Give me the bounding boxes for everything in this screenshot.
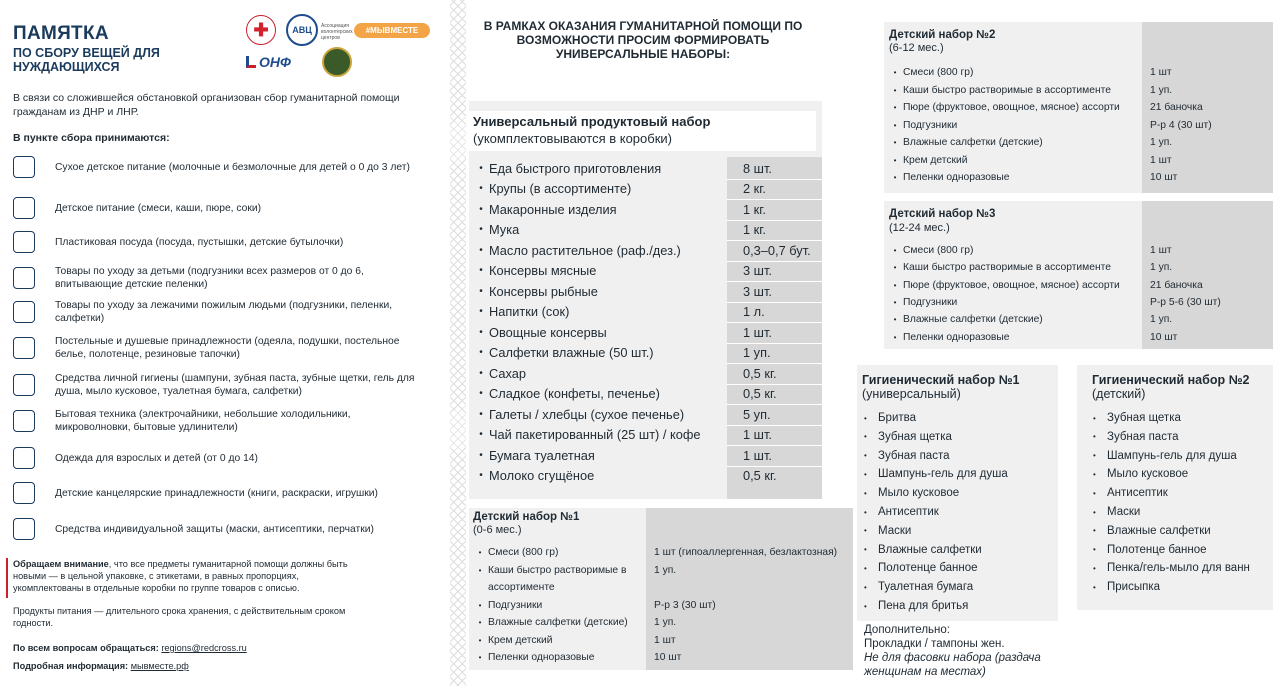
extra-label: Дополнительно: — [864, 624, 950, 636]
intro-text: В связи со сложившейся обстановкой организован сбор гуманитарной помощи гражданам из ДНР и ЛНР. — [13, 92, 400, 118]
info-line: Подробная информация: мывместе.рф — [13, 661, 189, 671]
kit3-item-qty: 21 баночка — [1150, 279, 1203, 291]
category-text: Одежда для взрослых и детей (от 0 до 14) — [55, 452, 258, 464]
food-item-name: Мука — [489, 222, 520, 237]
kit1-panel — [469, 508, 853, 670]
category-item — [13, 372, 433, 398]
kit1-item-name: Подгузники — [488, 599, 543, 611]
page-title: ПАМЯТКА — [13, 23, 109, 44]
hyg1-item-text: Мыло кусковое — [878, 487, 960, 500]
food-item-name: Сахар — [489, 365, 526, 381]
bullet-icon: • — [1093, 469, 1096, 479]
kit2-item-name: Влажные салфетки (детские) — [903, 137, 1043, 148]
food-item-qty: 0,5 кг. — [743, 386, 777, 401]
logos — [244, 14, 434, 78]
bullet-icon: • — [864, 507, 867, 517]
kit3-item — [884, 311, 1273, 328]
baby-jar-icon — [13, 197, 35, 219]
bullet-icon: • — [864, 413, 867, 423]
kit2-item — [884, 169, 1273, 187]
row-divider — [727, 220, 822, 221]
food-item — [469, 240, 822, 260]
category-text: Детские канцелярские принадлежности (книги, раскраски, игрушки) — [55, 487, 378, 499]
food-set-subtitle: (укомплектовываются в коробки) — [473, 131, 672, 146]
food-item-qty: 1 кг. — [743, 222, 766, 237]
kit3-item-name: Влажные салфетки (детские) — [903, 314, 1043, 326]
sets-heading: В РАМКАХ ОКАЗАНИЯ ГУМАНИТАРНОЙ ПОМОЩИ ПО ВОЗМОЖНОСТИ ПРОСИМ ФОРМИРОВАТЬ УНИВЕРСАЛЬНЫЕ НАБОРЫ: — [483, 19, 803, 61]
food-item-name: Макаронные изделия — [489, 201, 617, 217]
kit3-item-qty: 10 шт — [1150, 331, 1178, 343]
row-divider — [727, 384, 822, 385]
bullet-icon: • — [479, 326, 483, 338]
bullet-icon: • — [864, 432, 867, 442]
food-item — [469, 466, 822, 486]
food-item — [469, 158, 822, 178]
note-accent-bar — [6, 558, 8, 598]
food-item-name: Сладкое (конфеты, печенье) — [489, 386, 660, 401]
avc-logo: АВЦ — [286, 14, 318, 46]
food-item-qty: 1 кг. — [743, 201, 766, 217]
hyg1-item-text: Зубная щетка — [878, 430, 952, 443]
category-item — [13, 518, 433, 540]
bullet-icon: • — [479, 306, 483, 317]
kit1-item — [469, 632, 853, 650]
hyg2-item-text: Зубная паста — [1107, 430, 1179, 443]
row-divider — [727, 404, 822, 405]
hyg2-item — [1093, 468, 1188, 480]
kit1-item-name: Крем детский — [488, 634, 553, 646]
hyg1-item — [864, 562, 978, 574]
category-text: Товары по уходу за лежачими пожилым людьми (подгузники, пеленки, салфетки) — [55, 300, 393, 324]
accept-title: В пункте сбора принимаются: — [13, 132, 170, 144]
kit3-item-qty: Р-р 5-6 (30 шт) — [1150, 296, 1221, 308]
bullet-icon: • — [479, 367, 483, 379]
bullet-icon: • — [479, 388, 483, 399]
food-item — [469, 425, 822, 445]
food-item-qty: 1 шт. — [743, 427, 772, 442]
row-divider — [727, 322, 822, 323]
bullet-icon: • — [478, 565, 482, 575]
bedding-icon — [13, 337, 35, 359]
kit1-item-name: Влажные салфетки (детские) — [488, 617, 628, 628]
kit2-item-qty: 1 уп. — [1150, 137, 1173, 148]
food-item-qty: 2 кг. — [743, 181, 766, 196]
kit3-item — [884, 242, 1273, 259]
kit1-item-name: Смеси (800 гр) — [488, 547, 559, 558]
hyg1-item-text: Полотенце банное — [878, 562, 978, 575]
kit3-item — [884, 294, 1273, 311]
hyg2-item — [1093, 431, 1179, 443]
bullet-icon: • — [893, 297, 897, 307]
kit1-item — [469, 597, 853, 615]
kit1-item-qty: 1 шт (гипоаллергенная, безлактозная) — [654, 547, 838, 558]
hyg1-item-text: Антисептик — [878, 506, 939, 518]
row-divider — [727, 281, 822, 282]
kit2-item-name: Смеси (800 гр) — [903, 67, 974, 78]
category-text: Пластиковая посуда (посуда, пустышки, детские бутылочки) — [55, 236, 344, 248]
kit2-item-qty: 21 баночка — [1150, 102, 1203, 113]
hyg1-item-text: Пена для бритья — [878, 600, 969, 612]
hyg2-item-text: Пенка/гель-мыло для ванн — [1107, 562, 1250, 575]
bullet-icon: • — [478, 600, 482, 610]
hyg2-item-text: Полотенце банное — [1107, 543, 1207, 556]
bullet-icon: • — [478, 635, 482, 645]
food-item-name: Консервы мясные — [489, 263, 597, 278]
kit2-item-name: Крем детский — [903, 154, 968, 166]
bullet-icon: • — [893, 315, 897, 325]
bullet-icon: • — [479, 203, 483, 215]
kit1-item-name: Пеленки одноразовые — [488, 652, 595, 663]
category-item — [13, 335, 433, 361]
kit3-item-qty: 1 уп. — [1150, 314, 1173, 326]
kit2-item-qty: 10 шт — [1150, 172, 1178, 183]
food-set-panel — [469, 101, 822, 499]
stationery-icon — [13, 482, 35, 504]
kit1-subtitle: (0-6 мес.) — [473, 524, 522, 536]
hyg2-item — [1093, 544, 1207, 556]
row-divider — [727, 343, 822, 344]
food-item — [469, 281, 822, 301]
food-set-title: Универсальный продуктовый набор — [473, 114, 711, 129]
kit1-item — [469, 649, 853, 667]
category-item — [13, 299, 433, 325]
food-item — [469, 220, 822, 240]
food-item-qty: 0,3–0,7 бут. — [743, 242, 811, 258]
hyg2-item-text: Шампунь-гель для душа — [1107, 449, 1237, 462]
page-subtitle: ПО СБОРУ ВЕЩЕЙ ДЛЯ НУЖДАЮЩИХСЯ — [13, 46, 160, 74]
hygiene1-panel — [857, 365, 1058, 621]
bullet-icon: • — [893, 263, 897, 273]
kit2-item — [884, 117, 1273, 135]
bullet-icon: • — [479, 265, 483, 276]
kit3-item — [884, 329, 1273, 346]
contact-line: По всем вопросам обращаться: regions@redcross.ru — [13, 643, 247, 653]
red-cross-logo-icon: ✚ — [246, 15, 276, 45]
food-item-qty: 1 л. — [743, 304, 765, 319]
kit2-item-name: Каши быстро растворимые в ассортименте — [903, 84, 1112, 96]
kit2-panel — [884, 22, 1273, 193]
hyg2-item-text: Антисептик — [1107, 487, 1168, 500]
bullet-icon: • — [478, 618, 482, 627]
bullet-icon: • — [1093, 545, 1096, 555]
note-shelf-life: Продукты питания — длительного срока хранения, с действительным сроком годности. — [13, 606, 346, 628]
protection-icon — [13, 518, 35, 540]
bullet-icon: • — [864, 488, 867, 498]
bullet-icon: • — [479, 449, 483, 461]
bullet-icon: • — [893, 280, 897, 290]
food-item-qty: 3 шт. — [743, 283, 772, 299]
kit1-item-qty: 1 уп. — [654, 564, 677, 576]
hyg1-item — [864, 581, 973, 593]
hygiene1-title: Гигиенический набор №1 — [862, 373, 1020, 387]
kit3-title: Детский набор №3 — [889, 208, 996, 220]
bullet-icon: • — [1093, 507, 1096, 517]
bullet-icon: • — [893, 332, 897, 342]
kit2-item — [884, 64, 1273, 82]
contact-email-link[interactable]: regions@redcross.ru — [161, 643, 247, 653]
food-item — [469, 302, 822, 322]
food-item-name: Масло растительное (раф./дез.) — [489, 242, 681, 258]
kit3-item — [884, 259, 1273, 276]
bullet-icon: • — [893, 103, 897, 112]
bullet-icon: • — [479, 470, 483, 481]
food-item-name: Еда быстрого приготовления — [489, 160, 662, 176]
category-item — [13, 447, 433, 469]
category-item — [13, 482, 433, 504]
hyg2-item — [1093, 506, 1140, 518]
kit1-item-qty: Р-р 3 (30 шт) — [654, 599, 716, 611]
hygiene2-panel — [1077, 365, 1273, 610]
bullet-icon: • — [864, 563, 867, 573]
kit3-item-name: Подгузники — [903, 296, 958, 308]
bullet-icon: • — [893, 68, 897, 77]
bullet-icon: • — [479, 224, 483, 235]
hyg1-item — [864, 525, 911, 537]
kit2-item-qty: 1 шт — [1150, 67, 1172, 78]
hyg2-item — [1093, 525, 1211, 537]
kit2-item-name: Пюре (фруктовое, овощное, мясное) ассорти — [903, 102, 1120, 113]
hyg1-item-text: Влажные салфетки — [878, 543, 982, 556]
kit3-item-name: Смеси (800 гр) — [903, 245, 974, 256]
food-item-name: Галеты / хлебцы (сухое печенье) — [489, 406, 685, 422]
bullet-icon: • — [893, 85, 897, 95]
food-item-name: Овощные консервы — [489, 324, 607, 340]
food-item-name: Чай пакетированный (25 шт) / кофе — [489, 427, 701, 442]
kit3-item-qty: 1 уп. — [1150, 262, 1173, 274]
bullet-icon: • — [864, 601, 867, 611]
diaper-icon — [13, 267, 35, 289]
baby-food-icon — [13, 156, 35, 178]
bullet-icon: • — [893, 246, 897, 255]
myvmeste-logo: #МЫВМЕСТЕ — [354, 23, 430, 38]
kit1-item-qty: 10 шт — [654, 652, 682, 663]
bullet-icon: • — [479, 162, 483, 174]
food-item-qty: 1 шт. — [743, 324, 772, 340]
bullet-icon: • — [1093, 488, 1096, 498]
bullet-icon: • — [479, 429, 483, 440]
kit1-item-qty: 1 шт — [654, 634, 676, 646]
row-divider — [727, 466, 822, 467]
food-item — [469, 363, 822, 383]
kit2-item — [884, 152, 1273, 170]
row-divider — [727, 302, 822, 303]
bullet-icon: • — [893, 173, 897, 182]
bullet-icon: • — [864, 451, 867, 461]
extra-item: Прокладки / тампоны жен. — [864, 638, 1005, 650]
kit3-subtitle: (12-24 мес.) — [889, 222, 950, 234]
bullet-icon: • — [479, 244, 483, 256]
row-divider — [727, 445, 822, 446]
hyg2-item — [1093, 450, 1237, 462]
kit1-item-qty: 1 уп. — [654, 617, 677, 628]
hyg1-item-text: Туалетная бумага — [878, 581, 974, 594]
bullet-icon: • — [478, 653, 482, 662]
kit2-item — [884, 99, 1273, 117]
food-item — [469, 445, 822, 465]
kit2-item-name: Подгузники — [903, 119, 958, 131]
food-item-qty: 0,5 кг. — [743, 365, 777, 381]
clothes-icon — [13, 447, 35, 469]
kit3-item-qty: 1 шт — [1150, 245, 1172, 256]
dishes-icon — [13, 231, 35, 253]
category-text: Средства личной гигиены (шампуни, зубная паста, зубные щетки, гель для душа, мыло кусковое, туалетная бумага, салфетки) — [55, 373, 415, 397]
hyg1-item-text: Бритва — [878, 412, 917, 424]
food-item — [469, 384, 822, 404]
kit1-item-name: Каши быстро растворимые в ассортименте — [488, 564, 627, 593]
kit3-item-name: Пюре (фруктовое, овощное, мясное) ассорти — [903, 279, 1120, 291]
kit1-item — [469, 614, 853, 632]
bullet-icon: • — [1093, 526, 1096, 536]
bullet-icon: • — [1093, 563, 1096, 573]
category-text: Бытовая техника (электрочайники, небольшие холодильники, микроволновки, бытовые удлинители) — [55, 409, 351, 433]
category-text: Средства индивидуальной защиты (маски, антисептики, перчатки) — [55, 523, 374, 535]
bullet-icon: • — [864, 582, 867, 592]
bullet-icon: • — [893, 138, 897, 147]
row-divider — [727, 261, 822, 262]
row-divider — [727, 363, 822, 364]
food-item-name: Бумага туалетная — [489, 447, 595, 463]
food-item — [469, 404, 822, 424]
hygiene-icon — [13, 374, 35, 396]
bullet-icon: • — [479, 408, 483, 420]
kit2-item-qty: Р-р 4 (30 шт) — [1150, 119, 1212, 131]
category-text: Постельные и душевые принадлежности (одеяла, подушки, постельное белье, полотенце, резиновые тапочки) — [55, 336, 400, 360]
hyg1-item-text: Шампунь-гель для душа — [878, 468, 1008, 481]
kit2-item-name: Пеленки одноразовые — [903, 172, 1010, 183]
category-item — [13, 156, 433, 178]
category-text: Товары по уходу за детьми (подгузники всех размеров от 0 до 6, впитывающие детские пеленки) — [55, 266, 364, 290]
food-set-header — [469, 111, 816, 151]
bullet-icon: • — [479, 285, 483, 297]
kit2-item — [884, 82, 1273, 100]
food-item — [469, 343, 822, 363]
bullet-icon: • — [893, 120, 897, 130]
hygiene2-subtitle: (детский) — [1092, 387, 1146, 401]
hyg1-item — [864, 600, 968, 612]
hyg2-item — [1093, 487, 1168, 499]
bullet-icon: • — [893, 155, 897, 165]
food-item-qty: 0,5 кг. — [743, 468, 777, 483]
category-item — [13, 408, 433, 434]
category-item — [13, 197, 433, 219]
kit3-item — [884, 277, 1273, 294]
hyg2-item-text: Присыпка — [1107, 581, 1161, 594]
food-item-name: Крупы (в ассортименте) — [489, 181, 632, 196]
kit2-item-qty: 1 шт — [1150, 154, 1172, 166]
kit2-title: Детский набор №2 — [889, 29, 996, 41]
hyg2-item-text: Мыло кусковое — [1107, 468, 1189, 481]
row-divider — [727, 425, 822, 426]
row-divider — [727, 240, 822, 241]
hygiene1-subtitle: (универсальный) — [862, 387, 961, 401]
food-item-name: Молоко сгущёное — [489, 468, 595, 483]
hyg2-item — [1093, 562, 1250, 574]
row-divider — [727, 199, 822, 200]
bullet-icon: • — [864, 545, 867, 555]
kit1-item — [469, 544, 853, 562]
food-item-qty: 1 уп. — [743, 345, 771, 360]
category-item — [13, 265, 433, 291]
hyg2-item — [1093, 412, 1181, 424]
food-item — [469, 199, 822, 219]
emblem-logo-icon — [322, 47, 352, 77]
kit1-title: Детский набор №1 — [473, 511, 580, 523]
bullet-icon: • — [1093, 582, 1096, 592]
food-item-qty: 3 шт. — [743, 263, 772, 278]
hyg1-item — [864, 450, 950, 462]
hygiene2-title: Гигиенический набор №2 — [1092, 373, 1250, 387]
fold-divider — [450, 0, 466, 686]
kit3-item-name: Каши быстро растворимые в ассортименте — [903, 262, 1112, 274]
kit2-subtitle: (6-12 мес.) — [889, 42, 944, 54]
hyg1-item — [864, 506, 939, 518]
food-item-qty: 1 шт. — [743, 447, 772, 463]
kit3-item-name: Пеленки одноразовые — [903, 331, 1010, 343]
note-text: Обращаем внимание, что все предметы гуманитарной помощи должны быть новыми — в цельной упаковке, с этикетами, в равных пропорциях, укомплектованы в отдельные коробки по группе товаров с описью. — [13, 559, 348, 593]
hyg2-item-text: Влажные салфетки — [1107, 524, 1211, 537]
hyg1-item — [864, 487, 959, 499]
food-item-qty: 8 шт. — [743, 160, 772, 176]
hyg1-item-text: Зубная паста — [878, 449, 950, 462]
hyg1-item — [864, 544, 982, 556]
hyg1-item — [864, 431, 952, 443]
kit2-item — [884, 134, 1273, 152]
hyg2-item-text: Маски — [1107, 506, 1141, 518]
food-item — [469, 322, 822, 342]
kit2-item-qty: 1 уп. — [1150, 84, 1173, 96]
bullet-icon: • — [1093, 451, 1096, 461]
bullet-icon: • — [1093, 413, 1096, 423]
bullet-icon: • — [479, 183, 483, 194]
onf-logo: ОНФ — [246, 54, 291, 70]
hyg1-item — [864, 412, 916, 424]
row-divider — [727, 179, 822, 180]
food-item-name: Салфетки влажные (50 шт.) — [489, 345, 654, 360]
info-site-link[interactable]: мывместе.рф — [130, 661, 189, 671]
category-text: Сухое детское питание (молочные и безмолочные для детей о 0 до 3 лет) — [55, 161, 410, 173]
category-text: Детское питание (смеси, каши, пюре, соки) — [55, 202, 262, 214]
hyg1-item-text: Маски — [878, 524, 912, 537]
bullet-icon: • — [864, 469, 867, 479]
category-item — [13, 231, 433, 253]
bullet-icon: • — [864, 526, 867, 536]
food-item — [469, 261, 822, 281]
hyg2-item-text: Зубная щетка — [1107, 412, 1181, 424]
bullet-icon: • — [479, 347, 483, 358]
kit1-item — [469, 562, 853, 597]
food-item-qty: 5 уп. — [743, 406, 771, 422]
food-item-name: Напитки (сок) — [489, 304, 570, 319]
hygiene1-extra — [864, 623, 1064, 679]
hyg1-item — [864, 468, 1008, 480]
appliance-icon — [13, 410, 35, 432]
food-item-name: Консервы рыбные — [489, 283, 598, 299]
bullet-icon: • — [1093, 432, 1096, 442]
elderly-care-icon — [13, 301, 35, 323]
extra-note: Не для фасовки набора (раздача женщинам на местах) — [864, 652, 1041, 678]
bullet-icon: • — [478, 548, 482, 557]
hyg2-item — [1093, 581, 1160, 593]
avc-logo-text: Ассоциация волонтерских центров — [321, 23, 353, 41]
food-item — [469, 179, 822, 199]
kit3-panel — [884, 201, 1273, 349]
